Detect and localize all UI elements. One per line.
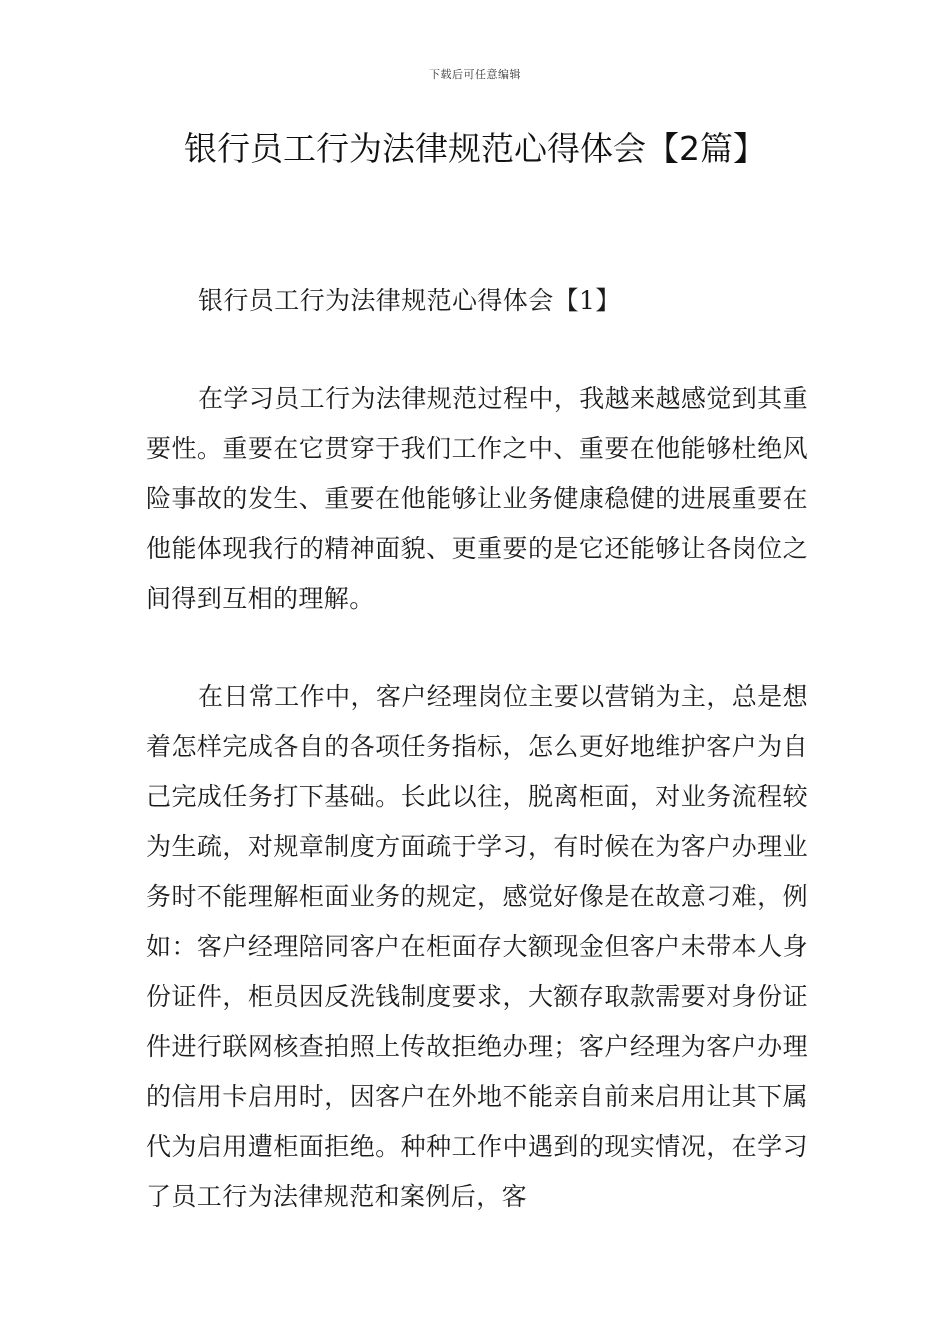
header-note: 下载后可任意编辑	[429, 68, 521, 81]
paragraph-1	[146, 374, 808, 624]
paragraph-2	[146, 672, 808, 1222]
document-title: 银行员工行为法律规范心得体会【2篇】	[184, 129, 766, 168]
paragraph-text: 在学习员工行为法律规范过程中，我越来越感觉到其重要性。重要在它贯穿于我们工作之中、重要在他能够杜绝风险事故的发生、重要在他能够让业务健康稳健的进展重要在他能体现我行的精神面貌、更重要的是它还能够让各岗位之间得到互相的理解。	[146, 384, 808, 613]
section-heading: 银行员工行为法律规范心得体会【1】	[198, 286, 621, 315]
paragraph-text: 在日常工作中，客户经理岗位主要以营销为主，总是想着怎样完成各自的各项任务指标，怎么更好地维护客户为自己完成任务打下基础。长此以往，脱离柜面，对业务流程较为生疏，对规章制度方面疏于学习，有时候在为客户办理业务时不能理解柜面业务的规定，感觉好像是在故意刁难，例如：客户经理陪同客户在柜面存大额现金但客户未带本人身份证件，柜员因反洗钱制度要求，大额存取款需要对身份证件进行联网核查拍照上传故拒绝办理；客户经理为客户办理的信用卡启用时，因客户在外地不能亲自前来启用让其下属代为启用遭柜面拒绝。种种工作中遇到的现实情况，在学习了员工行为法律规范和案例后，客	[146, 682, 808, 1211]
